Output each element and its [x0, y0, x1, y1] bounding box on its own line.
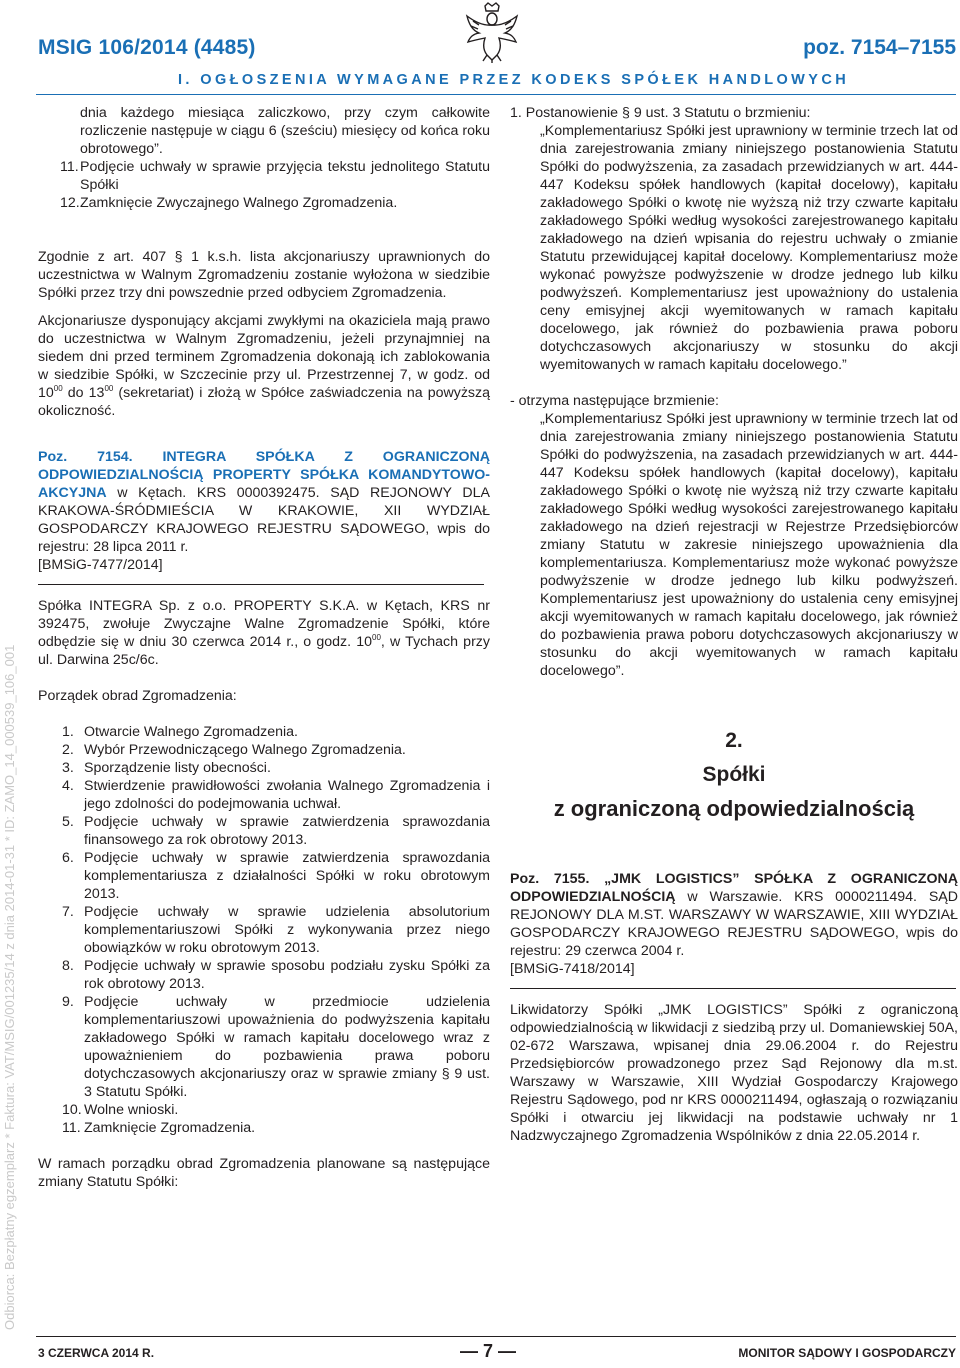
- paragraph-shareholder-list: Zgodnie z art. 407 § 1 k.s.h. lista akcjonariuszy uprawnionych do uczestnictwa w Walnym Zgromadzeniu zostanie wyłożona w siedzibie Spółki przez trzy dni powszednie przed odbyciem Zgromadzenia.: [38, 249, 490, 301]
- agenda-item-text: Podjęcie uchwały w sprawie zatwierdzenia sprawozdania komplementariusza z działalności Spółki w roku obrotowym 2013.: [84, 850, 490, 902]
- statute-quote-new: „Komplementariusz Spółki jest uprawniony w terminie trzech lat od dnia zarejestrowania zmiany niniejszego postanowienia Statutu Spółki do podwyższenia, na zasadach przewidzianych w art. 444-447 Kodeksu spółek handlowych (kapitał docelowy), kapitału zakładowego Spółki o kwotę nie wyższą niż trzy czwarte kapitału zakładowego Spółki według wysokości zarejestrowanego kapitału zakładowego na dzień rejestracji w Rejestrze Przedsiębiorców zmiany Statutu w zakresie niniejszego upoważnienia dla komplementariusza. Komplementariusz może wykonać powyższe podwyższenie w drodze jednego lub kilku podwyższeń. Komplementariusz jest upoważniony do ustalenia ceny emisyjnej akcji wyemitowanych w ramach kapitału docelowego, jak również do pozbawienia prawa poboru dotychczasowych akcjonariuszy w stosunku do akcji wyemitowanych w ramach kapitału docelowego”.: [540, 411, 958, 679]
- page-number: — 7 —: [460, 1341, 517, 1361]
- notice2-heading: Poz. 7155. „JMK LOGISTICS” SPÓŁKA Z OGRANICZONĄ ODPOWIEDZIALNOŚCIĄ w Warszawie. KRS 0000211494. SĄD REJONOWY DLA M.ST. WARSZAWY W WARSZAWIE, XIII WYDZIAŁ GOSPODARCZY KRAJOWEGO REJESTRU SĄDOWEGO, wpis do rejestru: 29 czerwca 2004 r.: [510, 871, 958, 959]
- section-heading-line2: z ograniczoną odpowiedzialnością: [553, 796, 915, 821]
- agenda-item-number: 7.: [62, 904, 74, 920]
- list-item: 12. Zamknięcie Zwyczajnego Walnego Zgromadzenia.: [60, 195, 398, 211]
- agenda-item-text: Wybór Przewodniczącego Walnego Zgromadzenia.: [84, 742, 406, 758]
- agenda-item-number: 8.: [62, 958, 74, 974]
- publication-id: MSIG 106/2014 (4485): [38, 36, 256, 59]
- agenda-item-text: Podjęcie uchwały w sprawie udzielenia absolutorium komplementariuszowi Spółki z wykonywania przez niego obowiązków w roku obrotowym 2013.: [84, 904, 490, 956]
- paragraph-share-blocking: Akcjonariusze dysponujący akcjami zwykłymi na okaziciela mają prawo do uczestnictwa w Walnym Zgromadzeniu, jeżeli przynajmniej na siedem dni przed terminem Zgromadzenia dokonają ich zablokowania w siedzibie Spółki, w Szczecinie przy ul. Przestrzennej 7, w godz. od $10^{00}$ do $13^{00}$ (sekretariat) i złożą w Spółce zaświadczenia na powyższą okoliczność.: [38, 313, 490, 419]
- agenda-item-text: Stwierdzenie prawidłowości zwołania Walnego Zgromadzenia i jego zdolności do podejmowania uchwał.: [84, 778, 490, 812]
- agenda-item-text: Podjęcie uchwały w sprawie sposobu podziału zysku Spółki za rok obrotowy 2013.: [84, 958, 490, 992]
- agenda-item-text: Wolne wnioski.: [84, 1102, 179, 1118]
- agenda-item: [62, 723, 490, 741]
- notice-heading: Poz. 7154. INTEGRA SPÓŁKA Z OGRANICZONĄ ODPOWIEDZIALNOŚCIĄ PROPERTY SPÓŁKA KOMANDYTOWO-AKCYJNA w Kętach. KRS 0000392475. SĄD REJONOWY DLA KRAKOWA-ŚRÓDMIEŚCIA W KRAKOWIE, XII WYDZIAŁ GOSPODARCZY KRAJOWEGO REJESTRU SĄDOWEGO, wpis do rejestru: 28 lipca 2011 r.: [38, 449, 490, 555]
- agenda-item: [62, 849, 490, 903]
- agenda-item-number: 3.: [62, 760, 74, 776]
- agenda-item: [62, 759, 490, 777]
- agenda-item: [62, 1101, 490, 1119]
- notice-reference: [BMSiG-7477/2014]: [38, 557, 163, 573]
- agenda-item-number: 4.: [62, 778, 74, 794]
- section-number: 2.: [725, 729, 743, 752]
- notice2-divider: [510, 988, 956, 989]
- agenda-item-number: 2.: [62, 742, 74, 758]
- closing-paragraph: W ramach porządku obrad Zgromadzenia planowane są następujące zmiany Statutu Spółki:: [38, 1156, 490, 1190]
- list-item: 11. Podjęcie uchwały w sprawie przyjęcia tekstu jednolitego Statutu Spółki: [60, 159, 490, 193]
- polish-eagle-emblem-icon: [463, 2, 521, 64]
- publisher-name: MONITOR SĄDOWY I GOSPODARCZY: [738, 1346, 956, 1360]
- agenda-item-number: 11.: [62, 1120, 81, 1136]
- notice2-body: Likwidatorzy Spółki „JMK LOGISTICS” Spółki z ograniczoną odpowiedzialnością w likwidacji z siedzibą przy ul. Domaniewskiej 50A, 02-672 Warszawa, wpisanej dnia 29.06.2004 r. do Rejestru Przedsiębiorców prowadzonego przez Sąd Rejonowy dla m.st. Warszawy w Warszawie, XIII Wydział Gospodarczy Krajowego Rejestru Sądowego, pod nr KRS 0000211494, ogłaszają o rozwiązaniu Spółki i otwarciu jej likwidacji na podstawie uchwały nr 1 Nadzwyczajnego Zgromadzenia Wspólników z dnia 22.05.2014 r.: [510, 1002, 958, 1144]
- agenda-item: [62, 1119, 490, 1137]
- agenda-item-text: Podjęcie uchwały w sprawie zatwierdzenia sprawozdania finansowego za rok obrotowy 2013.: [84, 814, 490, 848]
- agenda-item: [62, 813, 490, 849]
- agenda-item: [62, 741, 490, 759]
- agenda-item-number: 6.: [62, 850, 74, 866]
- agenda-item-text: Sporządzenie listy obecności.: [84, 760, 271, 776]
- agenda-item: [62, 777, 490, 813]
- statute-mid: - otrzyma następujące brzmienie:: [510, 393, 719, 409]
- agenda-item-number: 9.: [62, 994, 74, 1010]
- agenda-item-text: Podjęcie uchwały w przedmiocie udzielenia komplementariuszowi upoważnienia do podwyższenia kapitału zakładowego Spółki w ramach kapitału docelowego wraz z upoważnieniem do pozbawienia prawa poboru dotychczasowych akcjonariuszy oraz w sprawie zmiany § 9 ust. 3 Statutu Spółki.: [84, 994, 490, 1100]
- agenda-list: [38, 723, 490, 1137]
- notice-divider: [38, 584, 484, 585]
- issue-date: 3 CZERWCA 2014 R.: [38, 1346, 155, 1360]
- agenda-item-text: Zamknięcie Zgromadzenia.: [84, 1120, 256, 1136]
- footer-divider: [36, 1336, 956, 1337]
- section-heading-line1: Spółki: [702, 763, 766, 786]
- left-column: [38, 104, 490, 1191]
- notice2-reference: [BMSiG-7418/2014]: [510, 961, 635, 977]
- statute-intro: 1. Postanowienie § 9 ust. 3 Statutu o brzmieniu:: [510, 105, 811, 121]
- agenda-item-number: 1.: [62, 724, 74, 740]
- header-divider: [36, 94, 956, 95]
- recipient-note: Odbiorca: Bezpłatny egzemplarz * Faktura: VAT/MSIG/001235/14 z dnia 2014-01-31 * ID: ZAMO_14_000539_106_001: [2, 644, 17, 1330]
- agenda-item: [62, 993, 490, 1101]
- positions-range: poz. 7154–7155: [803, 36, 956, 59]
- agenda-item: [62, 957, 490, 993]
- statute-quote-original: „Komplementariusz Spółki jest uprawniony w terminie trzech lat od dnia zarejestrowania zmiany niniejszego postanowienia Statutu Spółki do podwyższenia, za zasadach przewidzianych w art. 444-447 Kodeksu spółek handlowych (kapitał docelowy), kapitału zakładowego Spółki o kwotę nie wyższą niż trzy czwarte kapitału zakładowego Spółki według wysokości zarejestrowanego kapitału zakładowego na dzień wpisania do rejestru uchwały o zmianie Statutu przewidującej kapitał docelowy. Komplementariusz może wykonać powyższe podwyższenie w drodze jednego lub kilku podwyższeń. Komplementariusz jest upoważniony do ustalenia ceny emisyjnej akcji wyemitowanych w ramach kapitału docelowego, jak również do pozbawienia prawa poboru dotychczasowych akcjonariuszy w stosunku do akcji wyemitowanych w ramach kapitału docelowego.”: [540, 123, 958, 373]
- notice-body: Spółka INTEGRA Sp. z o.o. PROPERTY S.K.A. w Kętach, KRS nr 392475, zwołuje Zwyczajne Walne Zgromadzenie Spółki, które odbędzie się w dniu 30 czerwca 2014 r., o godz. $10^{00}$, w Tychach przy ul. Darwina 25c/6c.: [38, 598, 490, 668]
- agenda-item-continuation: dnia każdego miesiąca zaliczkowo, przy czym całkowite rozliczenie następuje w ciągu 6 (sześciu) miesięcy od końca roku obrotowego”.: [80, 105, 490, 157]
- section-title: I. OGŁOSZENIA WYMAGANE PRZEZ KODEKS SPÓŁEK HANDLOWYCH: [178, 72, 850, 88]
- agenda-title: Porządek obrad Zgromadzenia:: [38, 688, 237, 704]
- right-column: [510, 104, 958, 1145]
- agenda-item: [62, 903, 490, 957]
- agenda-item-number: 5.: [62, 814, 74, 830]
- agenda-item-number: 10.: [62, 1102, 82, 1118]
- agenda-item-text: Otwarcie Walnego Zgromadzenia.: [84, 724, 298, 740]
